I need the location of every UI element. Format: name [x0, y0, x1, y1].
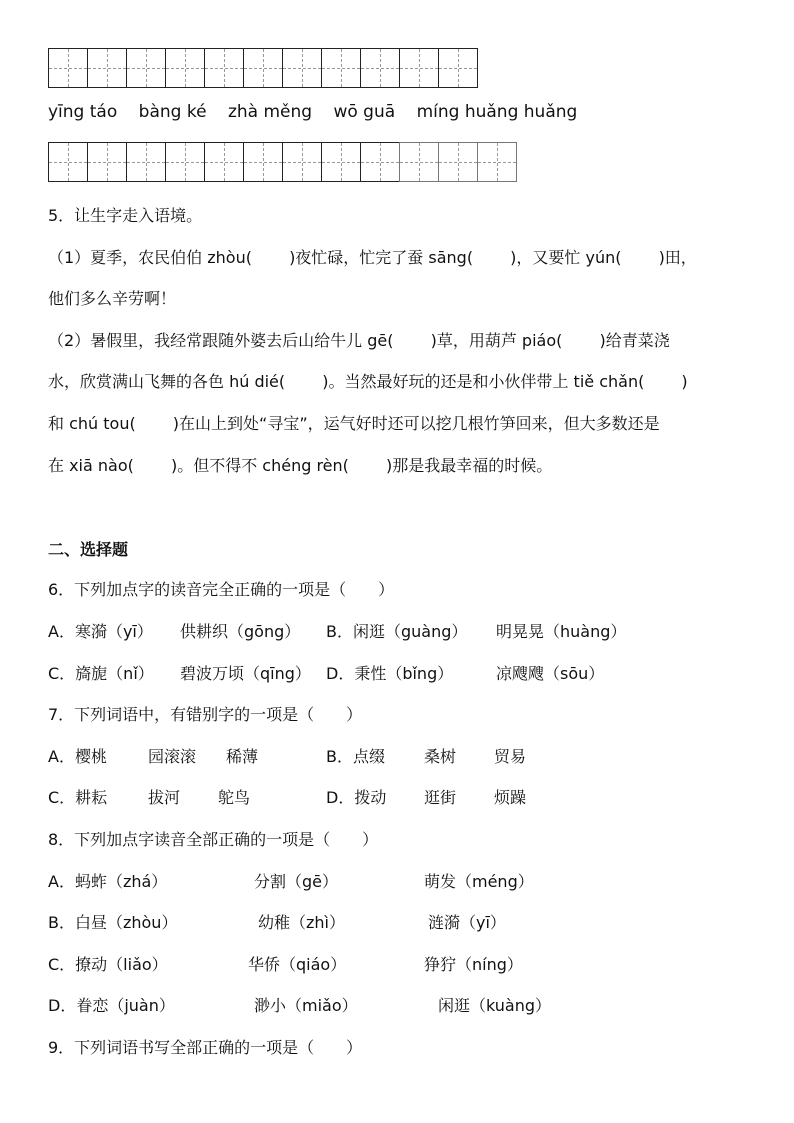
- writing-cell[interactable]: [243, 48, 283, 88]
- pinyin-3: zhà měng: [227, 102, 313, 122]
- writing-cell[interactable]: [165, 142, 205, 182]
- pinyin-row: [48, 102, 577, 122]
- q6-option-c-word2: 碧波万顷（qīng）: [180, 664, 311, 683]
- writing-cell[interactable]: [438, 142, 478, 182]
- writing-grid-row-2: [48, 142, 516, 182]
- pinyin-5: míng huǎng huǎng: [416, 102, 578, 122]
- writing-grid-row-1: [48, 48, 477, 88]
- q6-option-d[interactable]: D．秉性（bǐng）: [326, 664, 454, 683]
- q7-stem: 7．下列词语中，有错别字的一项是（ ）: [48, 705, 363, 724]
- q8-option-a[interactable]: A．蚂蚱（zhá）: [48, 872, 168, 891]
- writing-cell[interactable]: [243, 142, 283, 182]
- writing-cell[interactable]: [360, 142, 400, 182]
- q7-option-a-word3: 稀薄: [226, 747, 259, 766]
- q8-option-c-word2: 华侨（qiáo）: [248, 955, 347, 974]
- q5-title: 5．让生字走入语境。: [48, 206, 203, 225]
- q8-option-d[interactable]: D．眷恋（juàn）: [48, 996, 175, 1015]
- q7-option-d-word3: 烦躁: [494, 788, 527, 807]
- pinyin-1: yīng táo: [48, 102, 118, 122]
- pinyin-4: wō guā: [333, 102, 396, 122]
- q8-stem: 8．下列加点字读音全部正确的一项是（ ）: [48, 830, 379, 849]
- writing-cell[interactable]: [282, 48, 322, 88]
- q7-option-c[interactable]: C．耕耘: [48, 788, 108, 807]
- q5-p2-line1: （2）暑假里，我经常跟随外婆去后山给牛儿 gē( )草，用葫芦 piáo( )给青菜浇: [48, 331, 670, 350]
- q5-p1-line2: 他们多么辛劳啊！: [48, 289, 177, 308]
- q8-option-d-word3: 闲逛（kuàng）: [438, 996, 552, 1015]
- q7-option-a-word2: 园滚滚: [148, 747, 197, 766]
- writing-cell[interactable]: [477, 142, 517, 182]
- section-heading: 二、选择题: [48, 540, 129, 559]
- q8-option-a-word3: 萌发（méng）: [424, 872, 534, 891]
- q7-option-a[interactable]: A．樱桃: [48, 747, 107, 766]
- q6-option-a[interactable]: A．寒漪（yī）: [48, 622, 153, 641]
- writing-cell[interactable]: [438, 48, 478, 88]
- writing-cell[interactable]: [399, 142, 439, 182]
- q8-option-b-word2: 幼稚（zhì）: [258, 913, 345, 932]
- q8-option-b-word3: 涟漪（yī）: [428, 913, 506, 932]
- pinyin-2: bàng ké: [138, 102, 207, 122]
- q6-option-c[interactable]: C．旖旎（nǐ）: [48, 664, 154, 683]
- q7-option-b[interactable]: B．点缀: [326, 747, 385, 766]
- q6-option-b-word2: 明晃晃（huàng）: [496, 622, 627, 641]
- writing-cell[interactable]: [399, 48, 439, 88]
- q5-p2-line3: 和 chú tou( )在山上到处“寻宝”，运气好时还可以挖几根竹笋回来，但大多数还是: [48, 414, 660, 433]
- writing-cell[interactable]: [87, 48, 127, 88]
- writing-cell[interactable]: [48, 48, 88, 88]
- q7-option-b-word2: 桑树: [424, 747, 457, 766]
- q9-stem: 9．下列词语书写全部正确的一项是（ ）: [48, 1038, 363, 1057]
- writing-cell[interactable]: [126, 142, 166, 182]
- writing-cell[interactable]: [204, 142, 244, 182]
- writing-cell[interactable]: [126, 48, 166, 88]
- q8-option-c-word3: 狰狞（níng）: [424, 955, 523, 974]
- writing-cell[interactable]: [282, 142, 322, 182]
- q7-option-c-word2: 拔河: [148, 788, 181, 807]
- q6-option-a-word2: 供耕织（gōng）: [180, 622, 301, 641]
- q8-option-b[interactable]: B．白昼（zhòu）: [48, 913, 178, 932]
- q6-stem: 6．下列加点字的读音完全正确的一项是（ ）: [48, 580, 395, 599]
- writing-cell[interactable]: [321, 142, 361, 182]
- q8-option-a-word2: 分割（gē）: [254, 872, 339, 891]
- q7-option-c-word3: 鸵鸟: [218, 788, 251, 807]
- q7-option-b-word3: 贸易: [494, 747, 527, 766]
- writing-cell[interactable]: [204, 48, 244, 88]
- writing-cell[interactable]: [321, 48, 361, 88]
- writing-cell[interactable]: [360, 48, 400, 88]
- q7-option-d-word2: 逛街: [424, 788, 457, 807]
- writing-cell[interactable]: [165, 48, 205, 88]
- q6-option-d-word2: 凉飕飕（sōu）: [496, 664, 605, 683]
- writing-cell[interactable]: [87, 142, 127, 182]
- q5-p2-line2: 水，欣赏满山飞舞的各色 hú dié( )。当然最好玩的还是和小伙伴带上 tiě chǎn( ): [48, 372, 688, 391]
- q8-option-d-word2: 渺小（miǎo）: [254, 996, 358, 1015]
- q6-option-b[interactable]: B．闲逛（guàng）: [326, 622, 468, 641]
- writing-cell[interactable]: [48, 142, 88, 182]
- q8-option-c[interactable]: C．撩动（liǎo）: [48, 955, 168, 974]
- q5-p1-line1: （1）夏季，农民伯伯 zhòu( )夜忙碌，忙完了蚕 sāng( )，又要忙 yún( )田，: [48, 248, 697, 267]
- q5-p2-line4: 在 xiā nào( )。但不得不 chéng rèn( )那是我最幸福的时候。: [48, 456, 553, 475]
- q7-option-d[interactable]: D．拨动: [326, 788, 387, 807]
